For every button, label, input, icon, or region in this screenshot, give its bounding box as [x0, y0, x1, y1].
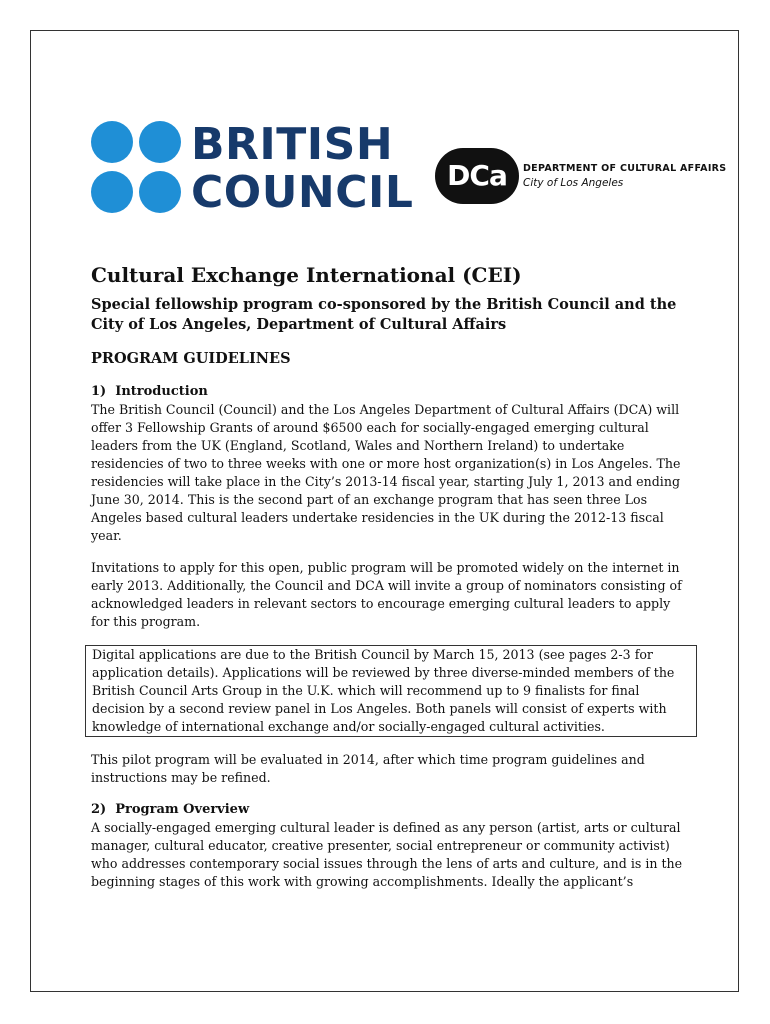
dca-badge-icon: DCa: [435, 148, 519, 204]
program-overview-heading: 2) Program Overview: [91, 802, 250, 817]
dca-title: DEPARTMENT OF CULTURAL AFFAIRS: [523, 163, 727, 174]
introduction-heading: 1) Introduction: [91, 384, 208, 399]
application-deadline-box: [85, 645, 697, 737]
british-council-logo-line1: BRITISH: [191, 119, 394, 170]
pilot-evaluation-paragraph: This pilot program will be evaluated in 2014, after which time program guidelines and instructions may be refined.: [91, 752, 645, 785]
british-council-logo-line2: COUNCIL: [191, 167, 414, 218]
introduction-paragraph-1: The British Council (Council) and the Los Angeles Department of Cultural Affairs (DCA) will offer 3 Fellowship Grants of around $6500 each for socially-engaged emerging cultural leaders from the UK (England, Scotland, Wales and Northern Ireland) to undertake residencies of two to three weeks with one or more host organization(s) in Los Angeles. The residencies will take place in the City’s 2013-14 fiscal year, starting July 1, 2013 and ending June 30, 2014. This is the second part of an exchange program that has seen three Los Angeles based cultural leaders undertake residencies in the UK during the 2012-13 fiscal year.: [91, 402, 681, 543]
dca-subtitle: City of Los Angeles: [523, 177, 624, 189]
introduction-paragraph-2: Invitations to apply for this open, public program will be promoted widely on the internet in early 2013. Additionally, the Council and DCA will invite a group of nominators consisting of acknowledged leaders in relevant sectors to encourage emerging cultural leaders to apply for this program.: [91, 560, 682, 629]
dca-logo: [435, 148, 725, 204]
application-deadline-paragraph: Digital applications are due to the British Council by March 15, 2013 (see pages 2-3 for application details). Applications will be reviewed by three diverse-minded members of the British Council Arts Group in the U.K. which will recommend up to 9 finalists for final decision by a second review panel in Los Angeles. Both panels will consist of experts with knowledge of international exchange and/or socially-engaged cultural activities.: [92, 647, 675, 734]
british-council-dots-icon: [91, 121, 183, 217]
document-page: [30, 30, 739, 992]
document-title: Cultural Exchange International (CEI): [91, 263, 522, 287]
program-overview-paragraph: A socially-engaged emerging cultural leader is defined as any person (artist, arts or cultural manager, cultural educator, creative presenter, social entrepreneur or community activist) who addresses contemporary social issues through the lens of arts and culture, and is in the beginning stages of this work with growing accomplishments. Ideally the applicant’s: [91, 820, 683, 889]
document-subtitle: Special fellowship program co-sponsored by the British Council and the City of Los Angeles, Department of Cultural Affairs: [91, 296, 677, 333]
document-body: [91, 263, 691, 905]
british-council-logo: [91, 119, 414, 218]
section-label: PROGRAM GUIDELINES: [91, 350, 291, 367]
